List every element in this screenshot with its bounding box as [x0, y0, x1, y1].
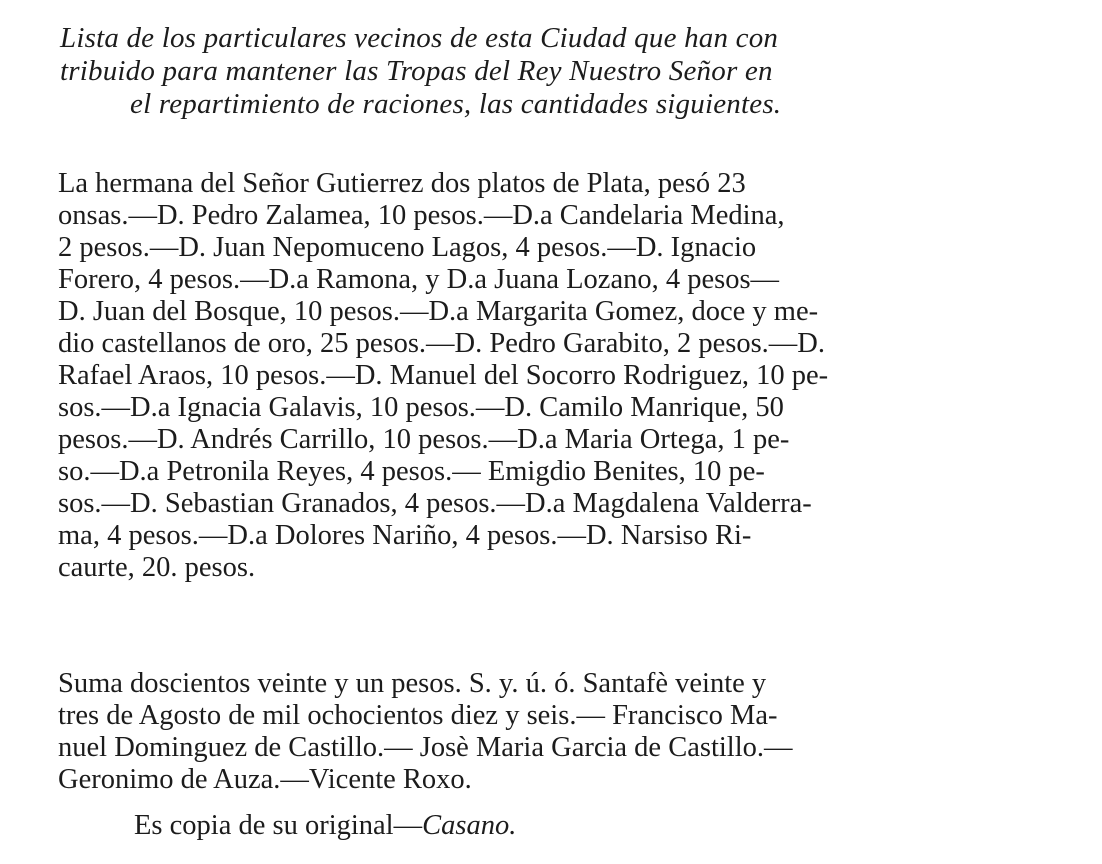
paragraph-line: onsas.—D. Pedro Zalamea, 10 pesos.—D.a Candelaria Medina, — [58, 200, 785, 231]
paragraph-line: Geronimo de Auza.—Vicente Roxo. — [58, 764, 472, 795]
paragraph-line: dio castellanos de oro, 25 pesos.—D. Pedro Garabito, 2 pesos.—D. — [58, 328, 825, 359]
paragraph-line: Forero, 4 pesos.—D.a Ramona, y D.a Juana Lozano, 4 pesos— — [58, 264, 780, 295]
paragraph-line: nuel Dominguez de Castillo.— Josè Maria Garcia de Castillo.— — [58, 732, 793, 763]
heading-line: tribuido para mantener las Tropas del Rey Nuestro Señor en — [60, 55, 773, 87]
total-paragraph — [58, 668, 1048, 796]
paragraph-line: pesos.—D. Andrés Carrillo, 10 pesos.—D.a Maria Ortega, 1 pe- — [58, 424, 790, 455]
contributors-paragraph — [58, 168, 1048, 584]
paragraph-line: so.—D.a Petronila Reyes, 4 pesos.— Emigdio Benites, 10 pe- — [58, 456, 765, 487]
paragraph-line: La hermana del Señor Gutierrez dos platos de Plata, pesó 23 — [58, 168, 746, 199]
paragraph-line: 2 pesos.—D. Juan Nepomuceno Lagos, 4 pesos.—D. Ignacio — [58, 232, 757, 263]
paragraph-line: caurte, 20. pesos. — [58, 552, 256, 583]
copy-note-signature: Casano. — [422, 810, 517, 841]
paragraph-line: sos.—D. Sebastian Granados, 4 pesos.—D.a Magdalena Valderra- — [58, 488, 812, 519]
paragraph-line: D. Juan del Bosque, 10 pesos.—D.a Margarita Gomez, doce y me- — [58, 296, 819, 327]
paragraph-line: Rafael Araos, 10 pesos.—D. Manuel del Socorro Rodriguez, 10 pe- — [58, 360, 829, 391]
heading-line: el repartimiento de raciones, las cantidades siguientes. — [130, 88, 782, 120]
paragraph-line: tres de Agosto de mil ochocientos diez y seis.— Francisco Ma- — [58, 700, 778, 731]
paragraph-line: ma, 4 pesos.—D.a Dolores Nariño, 4 pesos.—D. Narsiso Ri- — [58, 520, 752, 551]
document-heading — [60, 22, 1060, 121]
paragraph-line: Suma doscientos veinte y un pesos. S. y. ú. ó. Santafè veinte y — [58, 668, 767, 699]
copy-note-text: Es copia de su original— — [134, 810, 423, 841]
heading-line: Lista de los particulares vecinos de esta Ciudad que han con — [60, 22, 779, 54]
copy-note — [134, 810, 516, 842]
paragraph-line: sos.—D.a Ignacia Galavis, 10 pesos.—D. Camilo Manrique, 50 — [58, 392, 784, 423]
